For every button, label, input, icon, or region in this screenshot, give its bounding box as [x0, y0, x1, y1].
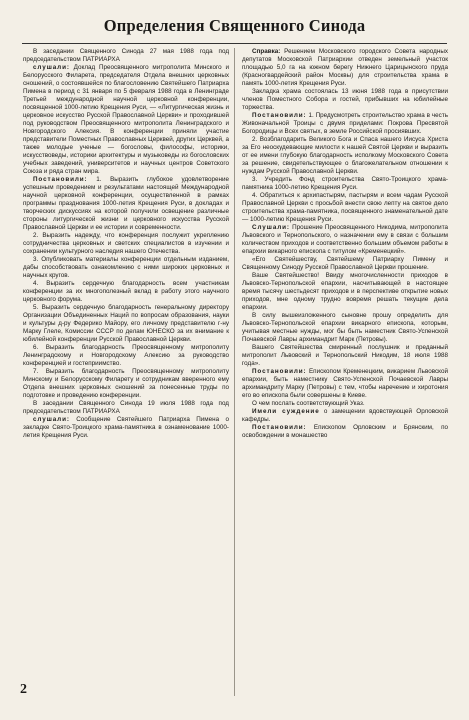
resolution-item-6: 6. Выразить благодарность Преосвященному митрополиту Ленинградскому и Новгородскому Алексию за руководство конференцией и гостеприимство.: [23, 344, 229, 367]
heard-label: Слушали:: [252, 224, 290, 231]
resolved-paragraph-2: [242, 112, 448, 136]
resolution-item-5: 5. Выразить сердечную благодарность генеральному директору Организации Объединенных Наций по вопросам образования, науки и культуры д-ру Федерико Майору, его личному представителю г-ну Марку Глеле, Комиссии СССР по делам ЮНЕСКО за их внимание к юбилейной конференции Русской Православной Церкви.: [23, 304, 229, 343]
resolved-label: Постановили:: [252, 424, 307, 431]
heard-text: Прошение Преосвященного Никодима, митрополита Львовского и Тернопольского, о назначении ему в связи с большим количеством приходов и соответственно большим объемом работы в епархии викарного епископа с титулом «Кременецкий».: [242, 224, 448, 255]
petition-body-2: В силу вышеизложенного сыновне прошу определить для Львовско-Тернопольской епархии викарного епископа, которым, учитывая местные нужды, мог бы быть наместник Свято-Успенской Почаевской Лавры архимандрит Марк (Петровы).: [242, 312, 448, 343]
resolution-item-3: 3. Опубликовать материалы конференции отдельным изданием, дабы способствовать ознакомлению с ними широких церковных и научных кругов.: [23, 256, 229, 279]
petition-body-1: Ваше Святейшество! Ввиду многочисленности приходов в Львовско-Тернопольской епархии, насчитывающей в настоящее время тысячу шестьдесят приходов и в перспективе открытие новых приходов, мне одному трудно вовремя решать текущие дела епархии.: [242, 272, 448, 311]
session-intro-1: В заседании Священного Синода 27 мая 1988 года под председательством ПАТРИАРХА: [23, 48, 229, 63]
session-intro-2: В заседании Священного Синода 19 июля 1988 года под председательством ПАТРИАРХА: [23, 400, 229, 415]
resolution-item-r3: 3. Учредить Фонд строительства Свято-Троицкого храма-памятника 1000-летию Крещения Руси.: [242, 176, 448, 191]
resolved-paragraph-3: [242, 368, 448, 400]
resolved-label: Постановили:: [33, 176, 88, 183]
heard-paragraph-3: [242, 224, 448, 256]
resolution-item-r2: 2. Возблагодарить Великого Бога и Спаса нашего Иисуса Христа за Его неоскудевающие милости к нашей Святой Церкви и выразить от ее имени глубокую благодарность исполкому Московского Совета за решение, свидетельствующее о благожелательном отношении к нуждам Русской Православной Церкви.: [242, 136, 448, 175]
heard-label: слушали:: [33, 64, 70, 71]
resolved-paragraph-1: [23, 176, 229, 232]
heard-paragraph-1: [23, 64, 229, 176]
resolution-item-2: 2. Выразить надежду, что конференция послужит укреплению сотрудничества церковных и светских специалистов в изучении и сохранении культурного наследия нашего Отечества.: [23, 232, 229, 255]
petition-address: «Его Святейшеству, Святейшему Патриарху Пимену и Священному Синоду Русской Православной Церкви прошение.: [242, 256, 448, 271]
resolved-paragraph-4: [242, 424, 448, 440]
resolved-text: Епископом Орловским и Брянским, по освобождении в монашество: [242, 424, 448, 439]
right-column: [242, 48, 448, 696]
resolved-text: 1. Выразить глубокое удовлетворение успешным проведением и результатами настоящей Международной научной церковной конференции, осуществленной в рамках программы празднования 1000-летия Крещения Руси, в докладах и творческих дискуссиях на которой получили освещение различные стороны литургической жизни и церковного искусства Русской Православной Церкви и ее истории и современности.: [23, 176, 229, 231]
page-number: 2: [20, 682, 27, 697]
resolved-label: Постановили:: [252, 112, 307, 119]
heard-paragraph-2: [23, 416, 229, 440]
heard-text: Сообщение Святейшего Патриарха Пимена о закладке Свято-Троицкого храма-памятника в ознаменование 1000-летия Крещения Руси.: [23, 416, 229, 439]
judgement-paragraph: [242, 408, 448, 424]
resolution-item-7: 7. Выразить благодарность Преосвященному митрополиту Минскому и Белорусскому Филарету и сотрудникам вверенного ему Отдела внешних церковных сношений за понесенные труды по подготовке и проведению конференции.: [23, 368, 229, 399]
heard-label: слушали:: [33, 416, 70, 423]
resolution-item-4: 4. Выразить сердечную благодарность всем участникам конференции за их многополезный вклад в работу этого научного церковного форума.: [23, 280, 229, 303]
resolved-text: 1. Предусмотреть строительство храма в честь Живоначальной Троицы с двумя приделами: Покрова Пресвятой Богородицы и Всех святых, в земле Российской просиявших.: [242, 112, 448, 135]
left-column: [23, 48, 229, 696]
heard-text: Доклад Преосвященного митрополита Минского и Белорусского Филарета, председателя Отдела внешних церковных сношений, о состоявшейся по благословению Святейшего Патриарха Пимена в период с 31 января по 5 февраля 1988 года в Ленинграде Третьей международной научной церковной конференции, посвященной 1000-летию Крещения Руси, — «Литургическая жизнь и церковное искусство Русской Православной Церкви» и проходившей под руководством Преосвященного митрополита Ленинградского и Новгородского Алексия. В конференции приняли участие представители Поместных Православных Церквей, других Церквей, а также молодые ученые — богословы, философы, историки, искусствоведы, историки архитектуры и музыковеды из богословских учебных заведений, университетов и научных центров Советского Союза и ряда стран мира.: [23, 64, 229, 175]
judgement-text: о замещении вдовствующей Орловской кафедры.: [242, 408, 448, 423]
petition-signature: Вашего Святейшества смиренный послушник и преданный митрополит Львовский и Тернопольский Никодим, 18 июля 1988 года».: [242, 344, 448, 367]
decree-note: О чем послать соответствующий Указ.: [252, 400, 365, 407]
resolved-text: Епископом Кременецким, викарием Львовской епархии, быть наместнику Свято-Успенской Почаевской Лавры архимандриту Марку (Петровы) с тем, чтобы наречение и хиротония его во епископа были совершены в Киеве.: [242, 368, 448, 399]
resolution-item-r4: 4. Обратиться к архипастырям, пастырям и всем чадам Русской Православной Церкви с просьбой внести свою лепту на святое дело строительства храма-памятника, посвященного знаменательной дате — 1000-летию Крещения Руси.: [242, 192, 448, 223]
judgement-label: Имели суждение: [252, 408, 320, 415]
reference-label: Справка:: [252, 48, 281, 55]
column-divider: [234, 48, 235, 696]
resolved-label: Постановили:: [252, 368, 307, 375]
page-title: Определения Священного Синода: [103, 16, 366, 35]
reference-text: Решением Московского городского Совета народных депутатов Московской Патриархии отведен земельный участок площадью 5,0 га на южном берегу Нижнего Царицынского пруда (Красногвардейский район Москвы) для строительства храма в память 1000-летия Крещения Руси.: [242, 48, 448, 87]
foundation-paragraph: Закладка храма состоялась 13 июня 1988 года в присутствии членов Поместного Собора и гостей, прибывших на юбилейные торжества.: [242, 88, 448, 111]
title-rule: [22, 43, 447, 44]
reference-paragraph: [242, 48, 448, 88]
